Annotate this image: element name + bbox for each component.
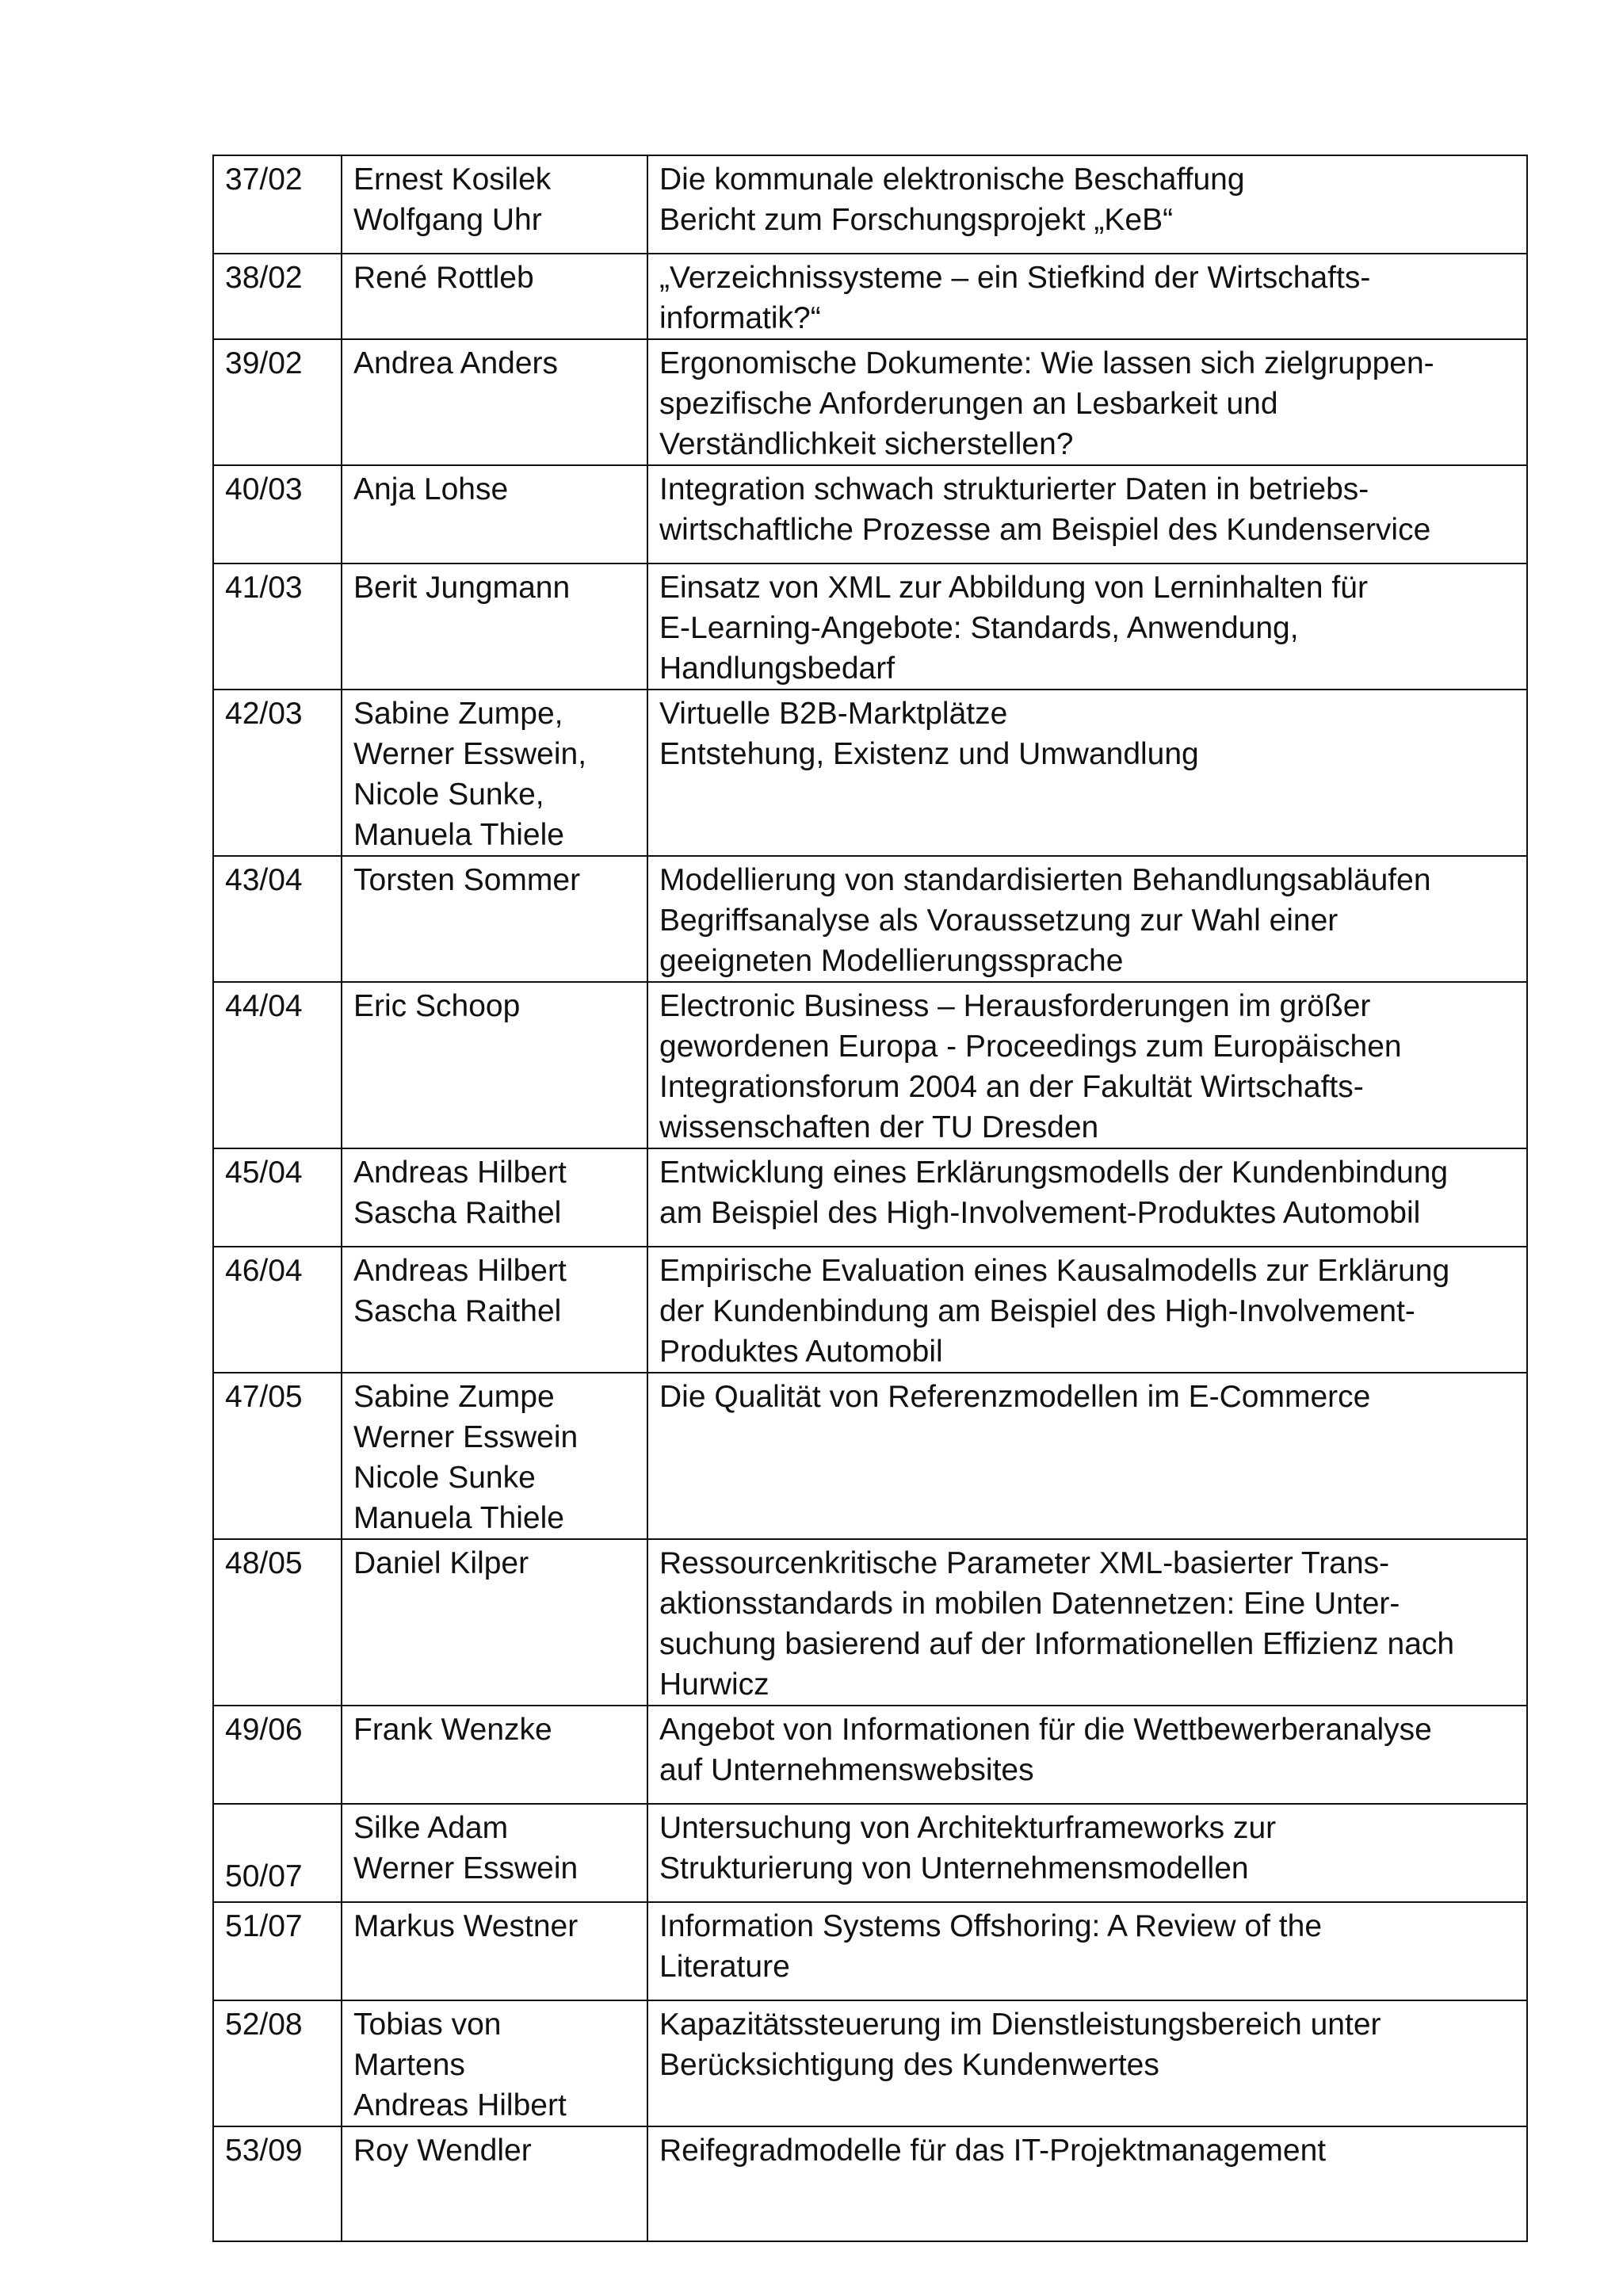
report-title	[647, 690, 1527, 856]
title-line: Entstehung, Existenz und Umwandlung	[659, 737, 1199, 771]
report-authors	[342, 1247, 647, 1373]
report-title	[647, 339, 1527, 465]
report-number-text: 50/07	[225, 1859, 303, 1893]
report-authors	[342, 2126, 647, 2241]
report-title	[647, 1706, 1527, 1804]
report-authors	[342, 2000, 647, 2126]
author-name: Torsten Sommer	[353, 863, 581, 897]
title-line: wirtschaftliche Prozesse am Beispiel des Kundenservice	[659, 513, 1431, 547]
author-name: Werner Esswein	[353, 1420, 579, 1454]
author-name: Frank Wenzke	[353, 1713, 552, 1747]
report-authors	[342, 1804, 647, 1902]
table-row	[213, 856, 1527, 982]
report-number-text: 52/08	[225, 2008, 303, 2042]
report-number-text: 47/05	[225, 1380, 303, 1414]
report-number	[213, 2000, 342, 2126]
publication-table	[212, 155, 1528, 2242]
report-authors	[342, 563, 647, 690]
author-name: René Rottleb	[353, 261, 534, 295]
title-line: Electronic Business – Herausforderungen im größer	[659, 989, 1371, 1023]
title-line: Einsatz von XML zur Abbildung von Lerninhalten für	[659, 571, 1368, 605]
title-line: Ressourcenkritische Parameter XML-basierter Trans-	[659, 1546, 1390, 1580]
author-name: Wolfgang Uhr	[353, 203, 542, 237]
title-line: spezifische Anforderungen an Lesbarkeit und	[659, 387, 1278, 421]
report-title	[647, 1539, 1527, 1706]
author-name: Anja Lohse	[353, 472, 509, 506]
table-row	[213, 1148, 1527, 1247]
author-name: Roy Wendler	[353, 2134, 532, 2168]
report-title	[647, 982, 1527, 1148]
author-name: Werner Esswein,	[353, 737, 587, 771]
author-name: Daniel Kilper	[353, 1546, 529, 1580]
report-number	[213, 982, 342, 1148]
title-line: informatik?“	[659, 301, 821, 335]
author-name: Martens	[353, 2048, 465, 2082]
table-row	[213, 690, 1527, 856]
author-name: Manuela Thiele	[353, 818, 564, 852]
report-number	[213, 1373, 342, 1539]
title-line: Die Qualität von Referenzmodellen im E-Commerce	[659, 1380, 1371, 1414]
report-number	[213, 856, 342, 982]
title-line: Literature	[659, 1950, 790, 1984]
title-line: Information Systems Offshoring: A Review of the	[659, 1909, 1323, 1943]
title-line: der Kundenbindung am Beispiel des High-Involvement-	[659, 1294, 1415, 1328]
report-number-text: 40/03	[225, 472, 303, 506]
report-authors	[342, 1373, 647, 1539]
title-line: Handlungsbedarf	[659, 651, 896, 686]
report-number	[213, 465, 342, 563]
report-number	[213, 339, 342, 465]
report-number-text: 42/03	[225, 697, 303, 731]
report-number-text: 43/04	[225, 863, 303, 897]
report-number	[213, 1706, 342, 1804]
report-authors	[342, 690, 647, 856]
title-line: geeigneten Modellierungssprache	[659, 944, 1124, 978]
report-number-text: 38/02	[225, 261, 303, 295]
report-authors	[342, 856, 647, 982]
author-name: Silke Adam	[353, 1811, 509, 1845]
report-title	[647, 1902, 1527, 2000]
report-number-text: 49/06	[225, 1713, 303, 1747]
report-authors	[342, 1902, 647, 2000]
report-number	[213, 1804, 342, 1902]
title-line: Produktes Automobil	[659, 1335, 943, 1369]
title-line: Berücksichtigung des Kundenwertes	[659, 2048, 1159, 2082]
report-authors	[342, 982, 647, 1148]
table-row	[213, 1804, 1527, 1902]
title-line: Ergonomische Dokumente: Wie lassen sich zielgruppen-	[659, 346, 1434, 380]
title-line: Entwicklung eines Erklärungsmodells der Kundenbindung	[659, 1156, 1449, 1190]
report-number-text: 45/04	[225, 1156, 303, 1190]
report-authors	[342, 1148, 647, 1247]
table-row	[213, 339, 1527, 465]
report-authors	[342, 465, 647, 563]
report-number-text: 46/04	[225, 1254, 303, 1288]
report-number-text: 44/04	[225, 989, 303, 1023]
report-number	[213, 563, 342, 690]
report-title	[647, 1804, 1527, 1902]
title-line: Strukturierung von Unternehmensmodellen	[659, 1851, 1249, 1885]
title-line: Empirische Evaluation eines Kausalmodells zur Erklärung	[659, 1254, 1450, 1288]
report-title	[647, 2000, 1527, 2126]
table-row	[213, 2000, 1527, 2126]
report-number	[213, 1539, 342, 1706]
table-row	[213, 1902, 1527, 2000]
author-name: Berit Jungmann	[353, 571, 571, 605]
author-name: Eric Schoop	[353, 989, 521, 1023]
table-row	[213, 1373, 1527, 1539]
author-name: Manuela Thiele	[353, 1501, 564, 1535]
title-line: aktionsstandards in mobilen Datennetzen: Eine Unter-	[659, 1587, 1400, 1621]
author-name: Markus Westner	[353, 1909, 579, 1943]
title-line: Untersuchung von Architekturframeworks zur	[659, 1811, 1277, 1845]
title-line: Kapazitätssteuerung im Dienstleistungsbereich unter	[659, 2008, 1381, 2042]
report-number-text: 37/02	[225, 162, 303, 197]
author-name: Andreas Hilbert	[353, 2088, 567, 2122]
title-line: Integration schwach strukturierter Daten in betriebs-	[659, 472, 1369, 506]
table-row	[213, 254, 1527, 339]
report-title	[647, 1247, 1527, 1373]
report-title	[647, 155, 1527, 254]
title-line: „Verzeichnissysteme – ein Stiefkind der Wirtschafts-	[659, 261, 1371, 295]
title-line: Verständlichkeit sicherstellen?	[659, 427, 1074, 461]
author-name: Sascha Raithel	[353, 1294, 562, 1328]
report-number	[213, 1902, 342, 2000]
report-title	[647, 1373, 1527, 1539]
title-line: Die kommunale elektronische Beschaffung	[659, 162, 1245, 197]
report-number	[213, 690, 342, 856]
table-row	[213, 563, 1527, 690]
title-line: gewordenen Europa - Proceedings zum Europäischen	[659, 1030, 1402, 1064]
report-authors	[342, 1539, 647, 1706]
title-line: am Beispiel des High-Involvement-Produktes Automobil	[659, 1196, 1421, 1230]
title-line: E-Learning-Angebote: Standards, Anwendung,	[659, 611, 1299, 645]
report-title	[647, 465, 1527, 563]
title-line: Integrationsforum 2004 an der Fakultät Wirtschafts-	[659, 1070, 1364, 1104]
title-line: Virtuelle B2B-Marktplätze	[659, 697, 1008, 731]
table-row	[213, 1247, 1527, 1373]
title-line: Angebot von Informationen für die Wettbewerberanalyse	[659, 1713, 1432, 1747]
report-title	[647, 856, 1527, 982]
author-name: Andreas Hilbert	[353, 1254, 567, 1288]
table-row	[213, 1539, 1527, 1706]
report-number-text: 53/09	[225, 2134, 303, 2168]
report-title	[647, 2126, 1527, 2241]
table-row	[213, 1706, 1527, 1804]
title-line: auf Unternehmenswebsites	[659, 1753, 1034, 1787]
author-name: Ernest Kosilek	[353, 162, 552, 197]
report-number	[213, 254, 342, 339]
title-line: Hurwicz	[659, 1668, 769, 1702]
title-line: Begriffsanalyse als Voraussetzung zur Wahl einer	[659, 904, 1338, 938]
report-number-text: 41/03	[225, 571, 303, 605]
report-authors	[342, 339, 647, 465]
author-name: Tobias von	[353, 2008, 502, 2042]
author-name: Andreas Hilbert	[353, 1156, 567, 1190]
report-authors	[342, 254, 647, 339]
author-name: Nicole Sunke,	[353, 777, 544, 812]
table-row	[213, 982, 1527, 1148]
report-authors	[342, 1706, 647, 1804]
title-line: Modellierung von standardisierten Behandlungsabläufen	[659, 863, 1431, 897]
table-row	[213, 155, 1527, 254]
author-name: Sabine Zumpe	[353, 1380, 555, 1414]
report-number	[213, 1247, 342, 1373]
report-title	[647, 563, 1527, 690]
author-name: Sascha Raithel	[353, 1196, 562, 1230]
title-line: wissenschaften der TU Dresden	[659, 1110, 1099, 1144]
report-number	[213, 1148, 342, 1247]
publication-table-body	[213, 155, 1527, 2241]
author-name: Werner Esswein	[353, 1851, 579, 1885]
report-number	[213, 155, 342, 254]
title-line: suchung basierend auf der Informationellen Effizienz nach	[659, 1627, 1455, 1661]
report-number	[213, 2126, 342, 2241]
report-title	[647, 254, 1527, 339]
author-name: Sabine Zumpe,	[353, 697, 563, 731]
report-number-text: 48/05	[225, 1546, 303, 1580]
report-authors	[342, 155, 647, 254]
report-title	[647, 1148, 1527, 1247]
title-line: Bericht zum Forschungsprojekt „KeB“	[659, 203, 1174, 237]
title-line: Reifegradmodelle für das IT-Projektmanagement	[659, 2134, 1327, 2168]
report-number-text: 51/07	[225, 1909, 303, 1943]
table-row	[213, 465, 1527, 563]
author-name: Andrea Anders	[353, 346, 559, 380]
table-row	[213, 2126, 1527, 2241]
author-name: Nicole Sunke	[353, 1461, 536, 1495]
report-number-text: 39/02	[225, 346, 303, 380]
